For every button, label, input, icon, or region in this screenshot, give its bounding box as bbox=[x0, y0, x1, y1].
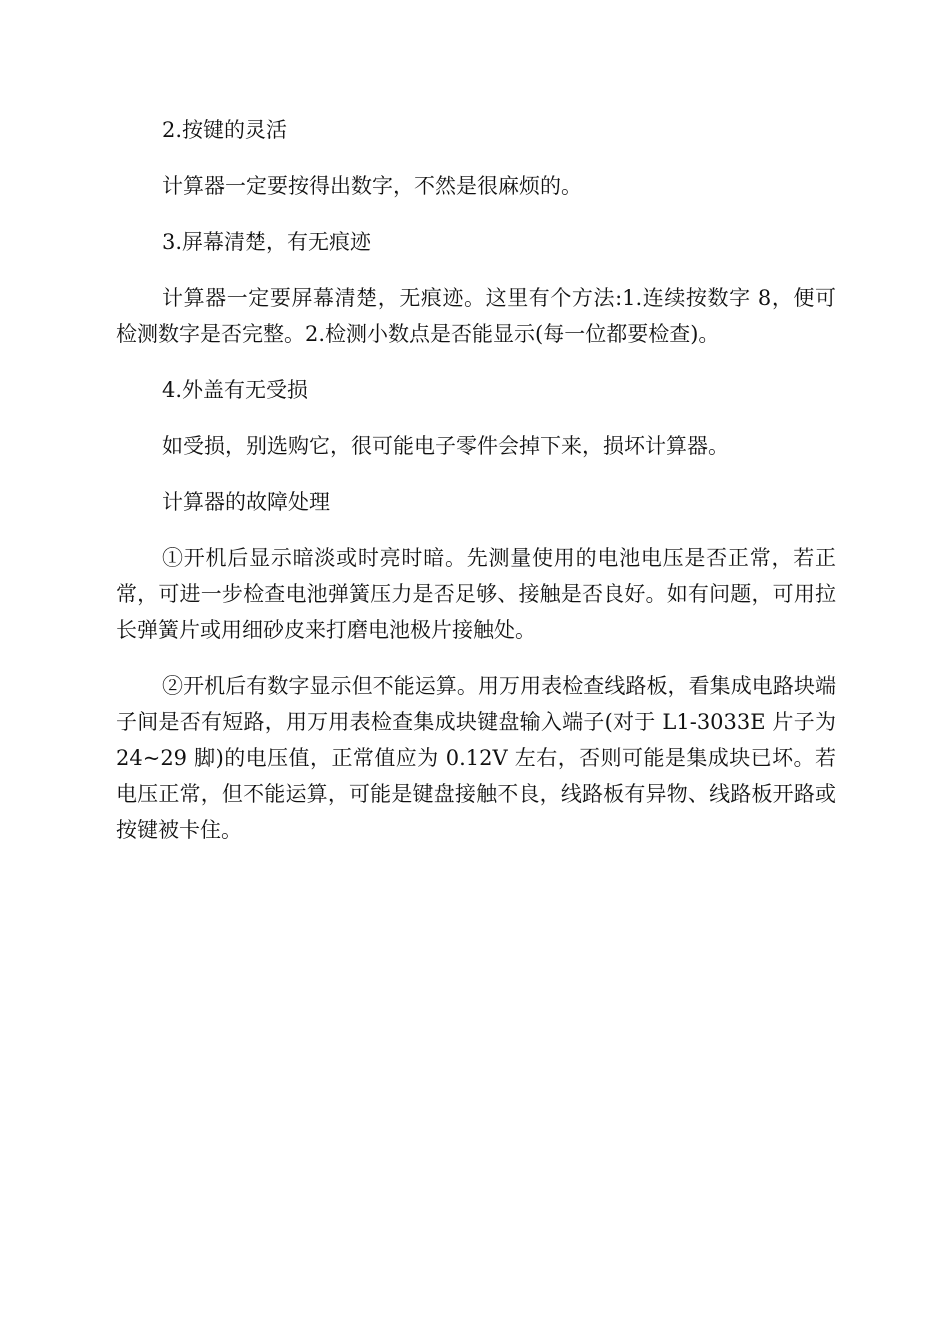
paragraph-fault-2: ②开机后有数字显示但不能运算。用万用表检查线路板，看集成电路块端子间是否有短路，用万用表检查集成块键盘输入端子(对于 L1-3033E 片子为 24~29 脚)的电压值，正常值应为 0.12V 左右，否则可能是集成块已坏。若电压正常，但不能运算，可能是键盘接触不良，线路板有异物、线路板开路或按键被卡住。 bbox=[116, 674, 836, 842]
section-heading-screen: 3.屏幕清楚，有无痕迹 bbox=[162, 230, 372, 254]
document-body bbox=[116, 112, 836, 868]
section-heading-troubleshooting: 计算器的故障处理 bbox=[162, 490, 330, 514]
paragraph-cover: 如受损，别选购它，很可能电子零件会掉下来，损坏计算器。 bbox=[162, 434, 729, 458]
section-heading-keys: 2.按键的灵活 bbox=[162, 118, 288, 142]
section-heading-cover: 4.外盖有无受损 bbox=[162, 378, 309, 402]
paragraph-fault-1: ①开机后显示暗淡或时亮时暗。先测量使用的电池电压是否正常，若正常，可进一步检查电池弹簧压力是否足够、接触是否良好。如有问题，可用拉长弹簧片或用细砂皮来打磨电池极片接触处。 bbox=[116, 546, 836, 642]
paragraph-screen: 计算器一定要屏幕清楚，无痕迹。这里有个方法:1.连续按数字 8，便可检测数字是否完整。2.检测小数点是否能显示(每一位都要检查)。 bbox=[116, 286, 836, 346]
paragraph-keys: 计算器一定要按得出数字，不然是很麻烦的。 bbox=[162, 174, 582, 198]
